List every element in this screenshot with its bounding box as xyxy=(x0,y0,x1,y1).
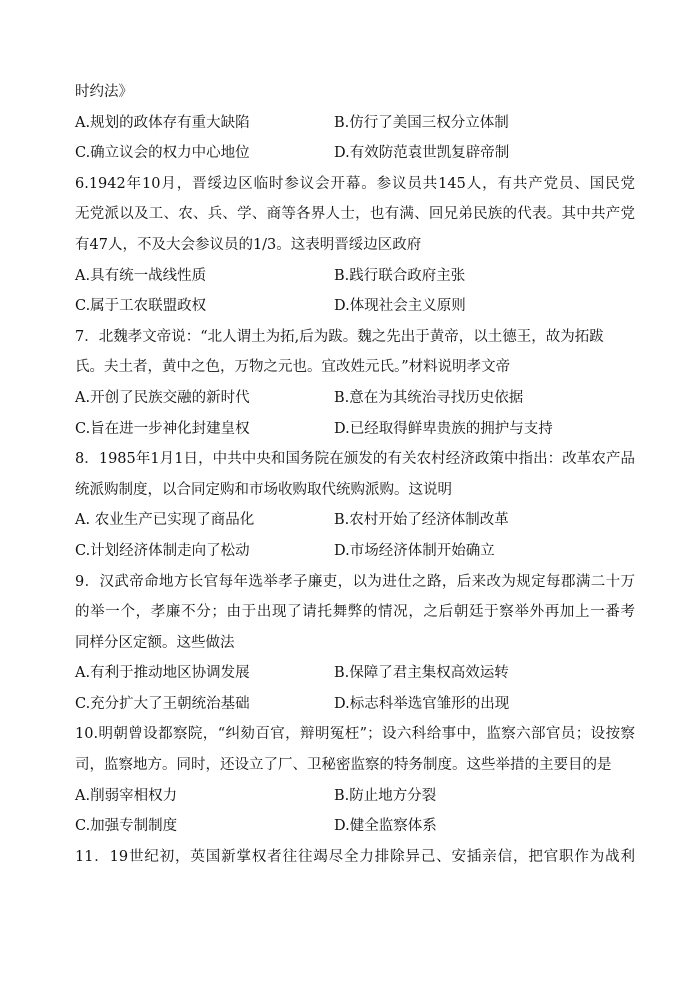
option-left: A.削弱宰相权力 xyxy=(75,787,178,804)
text-line: 8．1985年1月1日，中共中央和国务院在颁发的有关农村经济政策中指出：改革农产品 xyxy=(75,451,635,468)
option-right: D.有效防范袁世凯复辟帝制 xyxy=(334,145,510,162)
option-right: D.体现社会主义原则 xyxy=(334,298,466,315)
option-left: C.加强专制制度 xyxy=(75,818,178,835)
option-right: B.保障了君主集权高效运转 xyxy=(334,665,509,682)
text-line: 10.明朝曾设都察院，“纠劾百官，辩明冤枉”；设六科给事中，监察六部官员；设按察 xyxy=(75,726,635,743)
option-row xyxy=(75,658,635,689)
text-line: 9．汉武帝命地方长官每年选举孝子廉吏，以为进仕之路，后来改为规定每郡满二十万 xyxy=(75,573,635,590)
option-right: D.健全监察体系 xyxy=(334,818,437,835)
document-content xyxy=(75,77,635,872)
option-right: D.标志科举选官雏形的出现 xyxy=(334,695,510,712)
option-left: A.有利于推动地区协调发展 xyxy=(75,665,250,682)
option-left: A.具有统一战线性质 xyxy=(75,267,207,284)
option-row xyxy=(75,414,635,445)
text-line: 无党派以及工、农、兵、学、商等各界人士，也有满、回兄弟民族的代表。其中共产党 xyxy=(75,206,635,223)
option-left: A.规划的政体存有重大缺陷 xyxy=(75,114,250,131)
option-row xyxy=(75,383,635,414)
option-right: B.防止地方分裂 xyxy=(334,787,437,804)
text-line: 时约法》 xyxy=(75,84,133,100)
option-row xyxy=(75,536,635,567)
option-right: D.市场经济体制开始确立 xyxy=(334,542,495,559)
text-line: 司，监察地方。同时，还设立了厂、卫秘密监察的特务制度。这些举措的主要目的是 xyxy=(75,757,612,774)
option-row xyxy=(75,811,635,842)
option-left: C.计划经济体制走向了松动 xyxy=(75,542,250,559)
option-row xyxy=(75,689,635,720)
option-row xyxy=(75,138,635,169)
option-left: C.旨在进一步神化封建皇权 xyxy=(75,420,250,437)
option-left: C.属于工农联盟政权 xyxy=(75,298,207,315)
text-line: 同样分区定额。这些做法 xyxy=(75,634,235,651)
option-right: B.农村开始了经济体制改革 xyxy=(334,512,509,529)
option-row xyxy=(75,291,635,322)
option-left: A.开创了民族交融的新时代 xyxy=(75,389,250,406)
option-right: B.意在为其统治寻找历史依据 xyxy=(334,389,524,406)
option-left: A. 农业生产已实现了商品化 xyxy=(75,512,255,529)
text-line: 7．北魏孝文帝说：“北人谓土为拓,后为跋。魏之先出于黄帝，以土德王，故为拓跋 xyxy=(75,328,604,345)
option-right: B.仿行了美国三权分立体制 xyxy=(334,114,509,131)
option-row xyxy=(75,261,635,292)
option-left: C.确立议会的权力中心地位 xyxy=(75,145,250,162)
text-line: 氏。夫土者，黄中之色，万物之元也。宜改姓元氏。”材料说明孝文帝 xyxy=(75,359,511,376)
text-line: 11．19世纪初，英国新掌权者往往竭尽全力排除异己、安插亲信，把官职作为战利 xyxy=(75,848,635,865)
option-row xyxy=(75,505,635,536)
text-line: 的举一个，孝廉不分；由于出现了请托舞弊的情况，之后朝廷于察举外再加上一番考 xyxy=(75,604,635,621)
option-left: C.充分扩大了王朝统治基础 xyxy=(75,695,250,712)
option-row xyxy=(75,108,635,139)
option-right: B.践行联合政府主张 xyxy=(334,267,466,284)
option-row xyxy=(75,781,635,812)
text-line: 有47人，不及大会参议员的1/3。这表明晋绥边区政府 xyxy=(75,236,422,253)
text-line: 6.1942年10月，晋绥边区临时参议会开幕。参议员共145人，有共产党员、国民党 xyxy=(75,175,635,192)
option-right: D.已经取得鲜卑贵族的拥护与支持 xyxy=(334,420,553,437)
text-line: 统派购制度，以合同定购和市场收购取代统购派购。这说明 xyxy=(75,481,452,498)
